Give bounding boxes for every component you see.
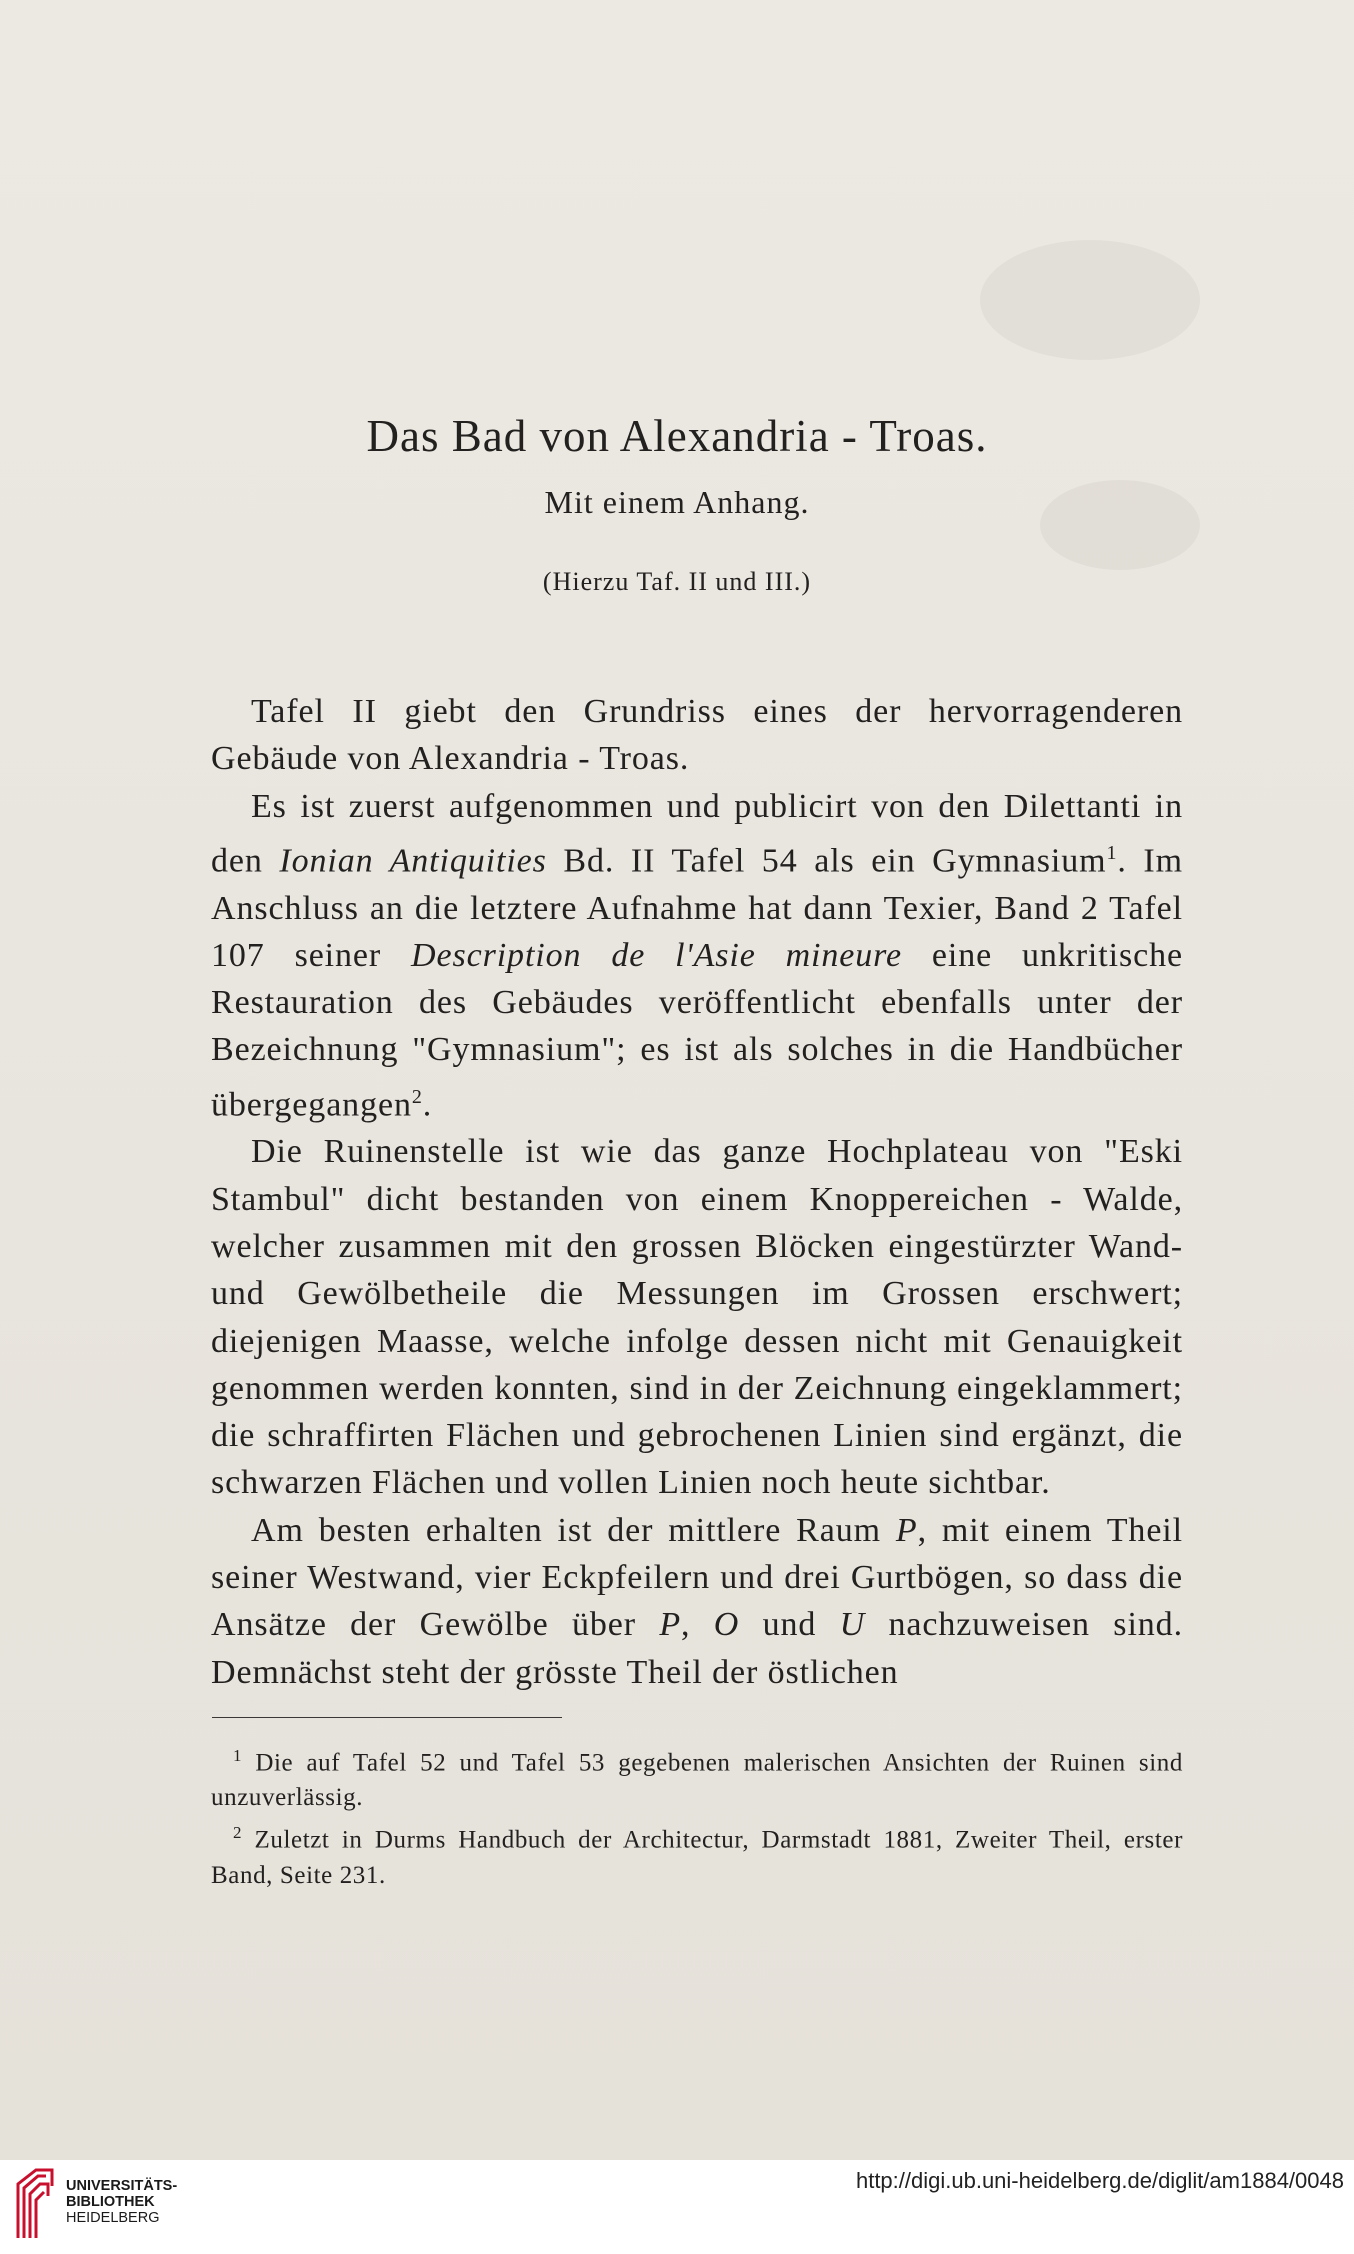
description-title: Description de l'Asie mineure xyxy=(411,936,903,974)
body-text xyxy=(211,688,1183,1696)
text-run: Es ist zuerst aufgenommen und publicirt von den Dilettanti in den xyxy=(211,787,1183,880)
library-name xyxy=(66,2178,177,2226)
paragraph-4 xyxy=(211,1507,1183,1696)
text-run: eine unkritische Restauration des Gebäudes veröffentlicht ebenfalls unter der Bezeichnung "Gymnasium"; es ist als solches in die Handbücher übergegangen xyxy=(211,936,1183,1124)
footnote-ref-2: 2 xyxy=(411,1085,423,1108)
text-run: Am besten erhalten ist der mittlere Raum xyxy=(251,1511,896,1549)
footnote-divider xyxy=(212,1717,562,1718)
paragraph-1: Tafel II giebt den Grundriss eines der hervorragenderen Gebäude von Alexandria - Troas. xyxy=(211,693,1183,778)
footnote-ref-1: 1 xyxy=(1106,841,1118,864)
text-run: und xyxy=(739,1606,840,1644)
footnote-text: Zuletzt in Durms Handbuch der Architectur, Darmstadt 1881, Zweiter Theil, erster Band, Seite 231. xyxy=(211,1826,1183,1889)
plate-reference: (Hierzu Taf. II und III.) xyxy=(542,567,812,596)
page-subtitle: Mit einem Anhang. xyxy=(544,484,810,520)
text-run: nachzuweisen sind. Demnächst steht der grösste Theil der östlichen xyxy=(211,1606,1183,1691)
source-url[interactable]: http://digi.ub.uni-heidelberg.de/diglit/am1884/0048 xyxy=(855,2168,1344,2193)
paragraph-2 xyxy=(211,783,1183,1129)
library-line-2: BIBLIOTHEK xyxy=(66,2194,155,2210)
text-run: . xyxy=(422,1086,433,1124)
text-run: , xyxy=(681,1606,714,1644)
footnote-text: Die auf Tafel 52 und Tafel 53 gegebenen malerischen Ansichten der Ruinen sind unzuverlässig. xyxy=(211,1749,1183,1812)
room-label: P xyxy=(895,1511,918,1549)
room-label: U xyxy=(839,1606,866,1644)
text-run: , mit einem Theil seiner Westwand, vier Eckpfeilern und drei Gurtbögen, so dass die Ansätze der Gewölbe über xyxy=(211,1511,1183,1644)
ionian-antiquities-title: Ionian Antiquities xyxy=(279,842,547,880)
text-run: Bd. II Tafel 54 als ein Gymnasium xyxy=(546,842,1107,880)
library-logo-icon xyxy=(14,2166,56,2242)
page-title: Das Bad von Alexandria - Troas. xyxy=(366,411,988,461)
footnote-mark: 2 xyxy=(233,1823,243,1843)
room-label: O xyxy=(713,1606,740,1644)
footnote-1 xyxy=(211,1738,1183,1815)
footnotes xyxy=(211,1738,1183,1893)
paper-stain xyxy=(980,240,1200,360)
footnote-mark: 1 xyxy=(233,1746,243,1765)
footer-bar xyxy=(0,2160,1354,2254)
library-line-3: HEIDELBERG xyxy=(66,2210,160,2226)
room-label: P xyxy=(659,1606,682,1644)
text-run: . Im Anschluss an die letztere Aufnahme hat dann Texier, Band 2 Tafel 107 seiner xyxy=(211,842,1183,974)
footnote-2 xyxy=(211,1815,1183,1892)
library-line-1: UNIVERSITÄTS- xyxy=(66,2178,178,2194)
paragraph-3: Die Ruinenstelle ist wie das ganze Hochplateau von "Eski Stambul" dicht bestanden von einem Knoppereichen - Walde, welcher zusammen mit den grossen Blöcken eingestürzter Wand- und Gewölbetheile die Messungen im Grossen erschwert; diejenigen Maasse, welche infolge dessen nicht mit Genauigkeit genommen werden konnten, sind in der Zeichnung eingeklammert; die schraffirten Flächen und gebrochenen Linien sind ergänzt, die schwarzen Flächen und vollen Linien noch heute sichtbar. xyxy=(211,1133,1183,1502)
